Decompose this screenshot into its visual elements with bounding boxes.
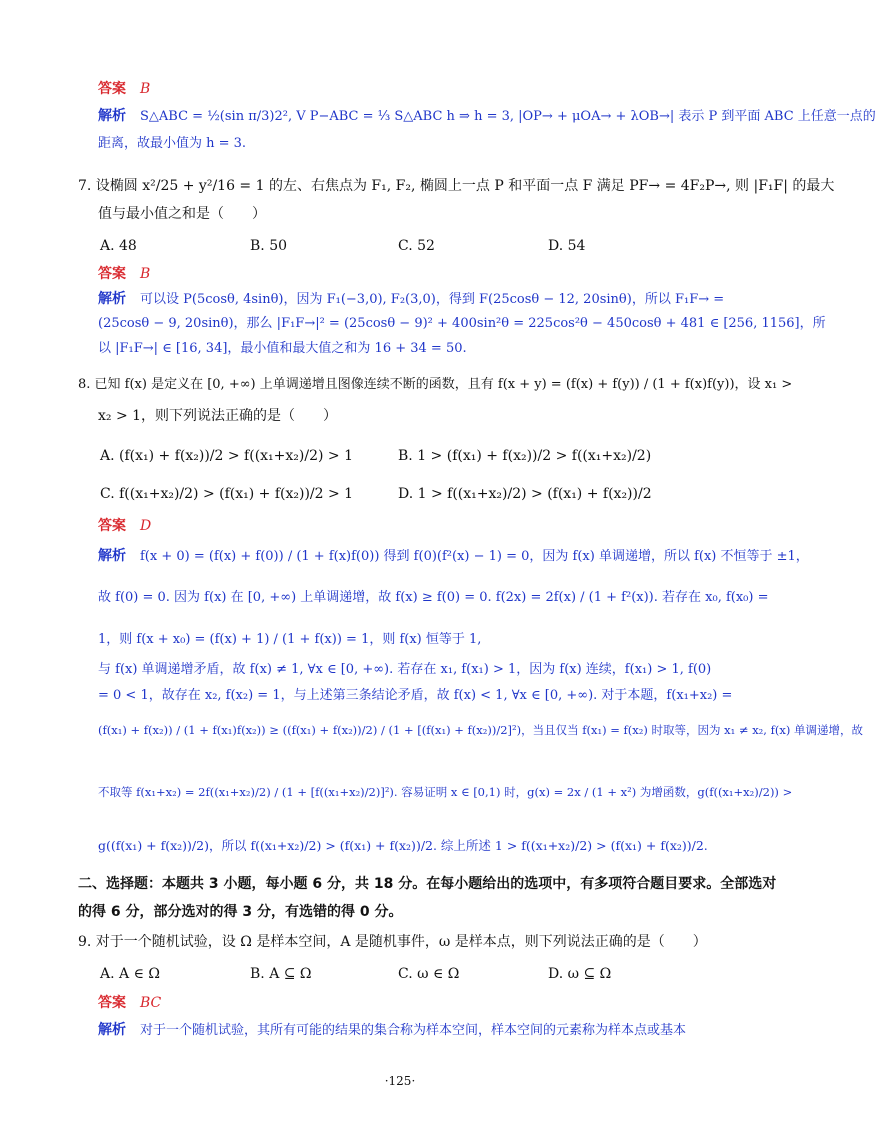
q8-answer — [98, 516, 151, 536]
q6-answer — [98, 79, 150, 99]
page-number: ·125· — [384, 1074, 416, 1088]
q8-solution-line-4: 与 f(x) 单调递增矛盾，故 f(x) ≠ 1, ∀x ∈ [0, +∞). 若存在 x₁, f(x₁) > 1，因为 f(x) 连续，f(x₁) > 1, f(0) — [98, 662, 712, 677]
q7-stem-line-2: 值与最小值之和是（ ） — [98, 206, 266, 222]
q7-solution-line-2: (25cosθ − 9, 20sinθ)，那么 |F₁F→|² = (25cosθ − 9)² + 400sin²θ = 225cos²θ − 450cosθ + 481 ∈ [256, 1156]，所 — [98, 316, 826, 331]
q8-solution-line-5: = 0 < 1，故存在 x₂, f(x₂) = 1，与上述第三条结论矛盾，故 f(x) < 1, ∀x ∈ [0, +∞). 对于本题，f(x₁+x₂) = — [98, 688, 733, 703]
q9-option-b: B. A ⊆ Ω — [250, 966, 312, 982]
q7-solution-line-1: 解析 可以设 P(5cosθ, 4sinθ)，因为 F₁(−3,0), F₂(3,0)，得到 F(25cosθ − 12, 20sinθ)，所以 F₁F→ = — [98, 291, 725, 307]
solution-label: 解析 — [98, 1022, 126, 1038]
q7-answer — [98, 264, 150, 284]
q9-solution-line-1: 解析 对于一个随机试验，其所有可能的结果的集合称为样本空间，样本空间的元素称为样本点或基本 — [98, 1022, 687, 1038]
q8-stem-line-1: 8. 已知 f(x) 是定义在 [0, +∞) 上单调递增且图像连续不断的函数，且有 f(x + y) = (f(x) + f(y)) / (1 + f(x)f(y))，设 x₁ > — [78, 377, 793, 392]
q9-stem: 9. 对于一个随机试验，设 Ω 是样本空间，A 是随机事件，ω 是样本点，则下列说法正确的是（ ） — [78, 934, 707, 950]
answer-value: B — [140, 81, 151, 97]
q8-solution-line-6: (f(x₁) + f(x₂)) / (1 + f(x₁)f(x₂)) ≥ ((f(x₁) + f(x₂))/2) / (1 + [(f(x₁) + f(x₂))/2]²)，当且仅当 f(x₁) = f(x₂) 时取等，因为 x₁ ≠ x₂, f(x) 单调递增，故 — [98, 723, 863, 737]
answer-value: D — [140, 518, 152, 534]
q8-option-d: D. 1 > f((x₁+x₂)/2) > (f(x₁) + f(x₂))/2 — [398, 486, 652, 502]
q8-solution-line-3: 1，则 f(x + x₀) = (f(x) + 1) / (1 + f(x)) = 1，则 f(x) 恒等于 1, — [98, 632, 482, 647]
q6-solution-line-1: 解析 S△ABC = ½(sin π/3)2², V P−ABC = ⅓ S△ABC h ⇒ h = 3, |OP→ + μOA→ + λOB→| 表示 P 到平面 ABC 上任意一点的 — [98, 108, 876, 124]
answer-value: B — [140, 266, 151, 282]
q9-option-a: A. A ∈ Ω — [100, 966, 160, 982]
answer-label: 答案 — [98, 81, 126, 97]
answer-label: 答案 — [98, 518, 126, 534]
q8-solution-line-2: 故 f(0) = 0. 因为 f(x) 在 [0, +∞) 上单调递增，故 f(x) ≥ f(0) = 0. f(2x) = 2f(x) / (1 + f²(x)). 若存在 x₀, f(x₀) = — [98, 590, 769, 605]
answer-value: BC — [140, 995, 162, 1011]
q8-option-b: B. 1 > (f(x₁) + f(x₂))/2 > f((x₁+x₂)/2) — [398, 448, 652, 464]
solution-label: 解析 — [98, 548, 126, 564]
q7-option-d: D. 54 — [548, 238, 586, 254]
q7-option-a: A. 48 — [100, 238, 137, 254]
q7-option-c: C. 52 — [398, 238, 435, 254]
q8-stem-line-2: x₂ > 1，则下列说法正确的是（ ） — [98, 408, 338, 424]
q8-option-a: A. (f(x₁) + f(x₂))/2 > f((x₁+x₂)/2) > 1 — [100, 448, 353, 464]
q6-solution-line-2: 距离，故最小值为 h = 3. — [98, 136, 247, 151]
q8-solution-line-1: 解析 f(x + 0) = (f(x) + f(0)) / (1 + f(x)f(0)) 得到 f(0)(f²(x) − 1) = 0，因为 f(x) 单调递增，所以 f(x) 不恒等于 ±1， — [98, 548, 809, 564]
section-2-heading-line-2: 的得 6 分，部分选对的得 3 分，有选错的得 0 分。 — [78, 904, 403, 920]
q8-solution-line-7: 不取等 f(x₁+x₂) = 2f((x₁+x₂)/2) / (1 + [f((x₁+x₂)/2)]²). 容易证明 x ∈ [0,1) 时，g(x) = 2x / (1 + x²) 为增函数，g(f((x₁+x₂)/2)) > — [98, 785, 793, 799]
q9-answer — [98, 993, 161, 1013]
q8-option-c: C. f((x₁+x₂)/2) > (f(x₁) + f(x₂))/2 > 1 — [100, 486, 354, 502]
q7-solution-line-3: 以 |F₁F→| ∈ [16, 34]，最小值和最大值之和为 16 + 34 = 50. — [98, 341, 467, 356]
q9-option-d: D. ω ⊆ Ω — [548, 966, 612, 982]
answer-label: 答案 — [98, 266, 126, 282]
q7-stem-line-1: 7. 设椭圆 x²/25 + y²/16 = 1 的左、右焦点为 F₁, F₂, 椭圆上一点 P 和平面一点 F 满足 PF→ = 4F₂P→, 则 |F₁F| 的最大 — [78, 178, 835, 194]
q8-solution-line-8: g((f(x₁) + f(x₂))/2)，所以 f((x₁+x₂)/2) > (f(x₁) + f(x₂))/2. 综上所述 1 > f((x₁+x₂)/2) > (f(x₁) + f(x₂))/2. — [98, 838, 708, 853]
q9-option-c: C. ω ∈ Ω — [398, 966, 460, 982]
section-2-heading-line-1: 二、选择题：本题共 3 小题，每小题 6 分，共 18 分。在每小题给出的选项中，有多项符合题目要求。全部选对 — [78, 876, 777, 892]
answer-label: 答案 — [98, 995, 126, 1011]
solution-label: 解析 — [98, 108, 126, 124]
q7-option-b: B. 50 — [250, 238, 288, 254]
solution-label: 解析 — [98, 291, 126, 307]
